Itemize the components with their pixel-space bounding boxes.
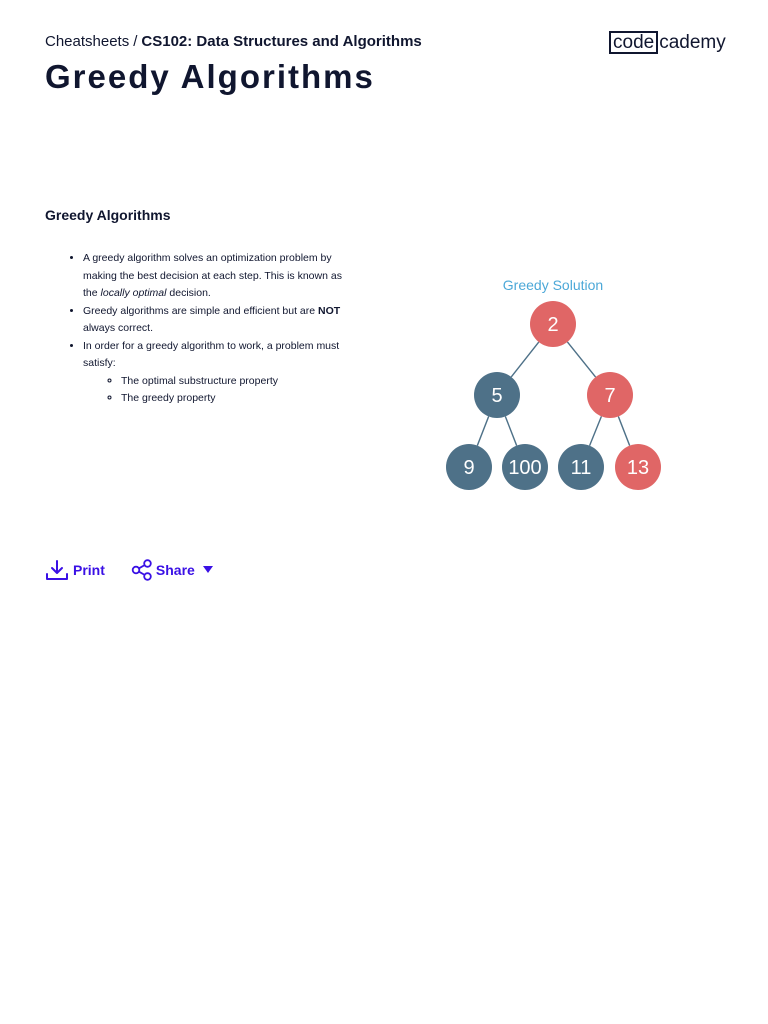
- tree-node-label: 9: [463, 457, 475, 479]
- tree-node-label: 5: [491, 385, 503, 407]
- bullet-text: In order for a greedy algorithm to work, a problem must satisfy:: [83, 339, 340, 369]
- strong-text: NOT: [318, 304, 341, 317]
- download-icon: [45, 558, 69, 582]
- tree-node: [558, 444, 604, 490]
- tree-node-label: 7: [604, 385, 616, 407]
- tree-node: [502, 444, 548, 490]
- list-item: [83, 250, 358, 303]
- tree-edge: [618, 416, 629, 445]
- greedy-tree-diagram: [440, 272, 670, 502]
- breadcrumb-cheatsheets-link[interactable]: Cheatsheets: [45, 33, 130, 50]
- tree-edge: [567, 342, 595, 377]
- bullet-text: always correct.: [83, 322, 154, 334]
- tree-node-label: 11: [570, 457, 592, 479]
- share-button[interactable]: [131, 559, 213, 581]
- section-title: Greedy Algorithms: [45, 207, 171, 223]
- tree-nodes: [446, 301, 661, 490]
- tree-edge: [505, 416, 516, 445]
- emphasis-text: locally optimal: [100, 287, 167, 299]
- codecademy-logo[interactable]: [609, 31, 726, 54]
- diagram-title: Greedy Solution: [502, 277, 604, 293]
- tree-svg: [440, 272, 670, 497]
- list-item: [83, 338, 358, 408]
- print-button[interactable]: [45, 558, 105, 582]
- tree-node-label: 13: [626, 457, 650, 479]
- tree-node: [474, 372, 520, 418]
- sub-list: [83, 373, 358, 408]
- bullet-text: decision.: [166, 287, 211, 299]
- breadcrumb-separator: /: [133, 33, 138, 50]
- logo-code-part: code: [609, 31, 658, 54]
- logo-cademy-part: cademy: [659, 31, 726, 53]
- caret-down-icon: [203, 566, 213, 574]
- print-label: Print: [73, 562, 105, 578]
- breadcrumb: [45, 33, 422, 50]
- tree-node: [587, 372, 633, 418]
- bullet-text: Greedy algorithms are simple and efficient but are: [83, 304, 319, 317]
- share-label: Share: [155, 562, 195, 578]
- page-title: Greedy Algorithms: [45, 58, 375, 95]
- tree-node: [530, 301, 576, 347]
- sub-list-item: ◦ The optimal substructure property: [121, 373, 358, 391]
- footer-actions: [45, 558, 213, 582]
- content-list: [63, 250, 358, 408]
- tree-edge: [511, 342, 539, 377]
- tree-node-label: 2: [547, 314, 559, 336]
- share-icon: [131, 559, 153, 581]
- tree-node-label: 100: [508, 457, 542, 479]
- tree-node: [615, 444, 661, 490]
- list-item: [83, 303, 358, 338]
- tree-edge: [477, 416, 488, 445]
- tree-node: [446, 444, 492, 490]
- breadcrumb-course-link[interactable]: CS102: Data Structures and Algorithms: [141, 33, 422, 50]
- bullet-text: A greedy algorithm solves an optimization problem by making the best decision at each step. This is known as the: [83, 252, 342, 299]
- tree-edge: [590, 416, 602, 445]
- sub-list-item: ◦ The greedy property: [121, 390, 358, 408]
